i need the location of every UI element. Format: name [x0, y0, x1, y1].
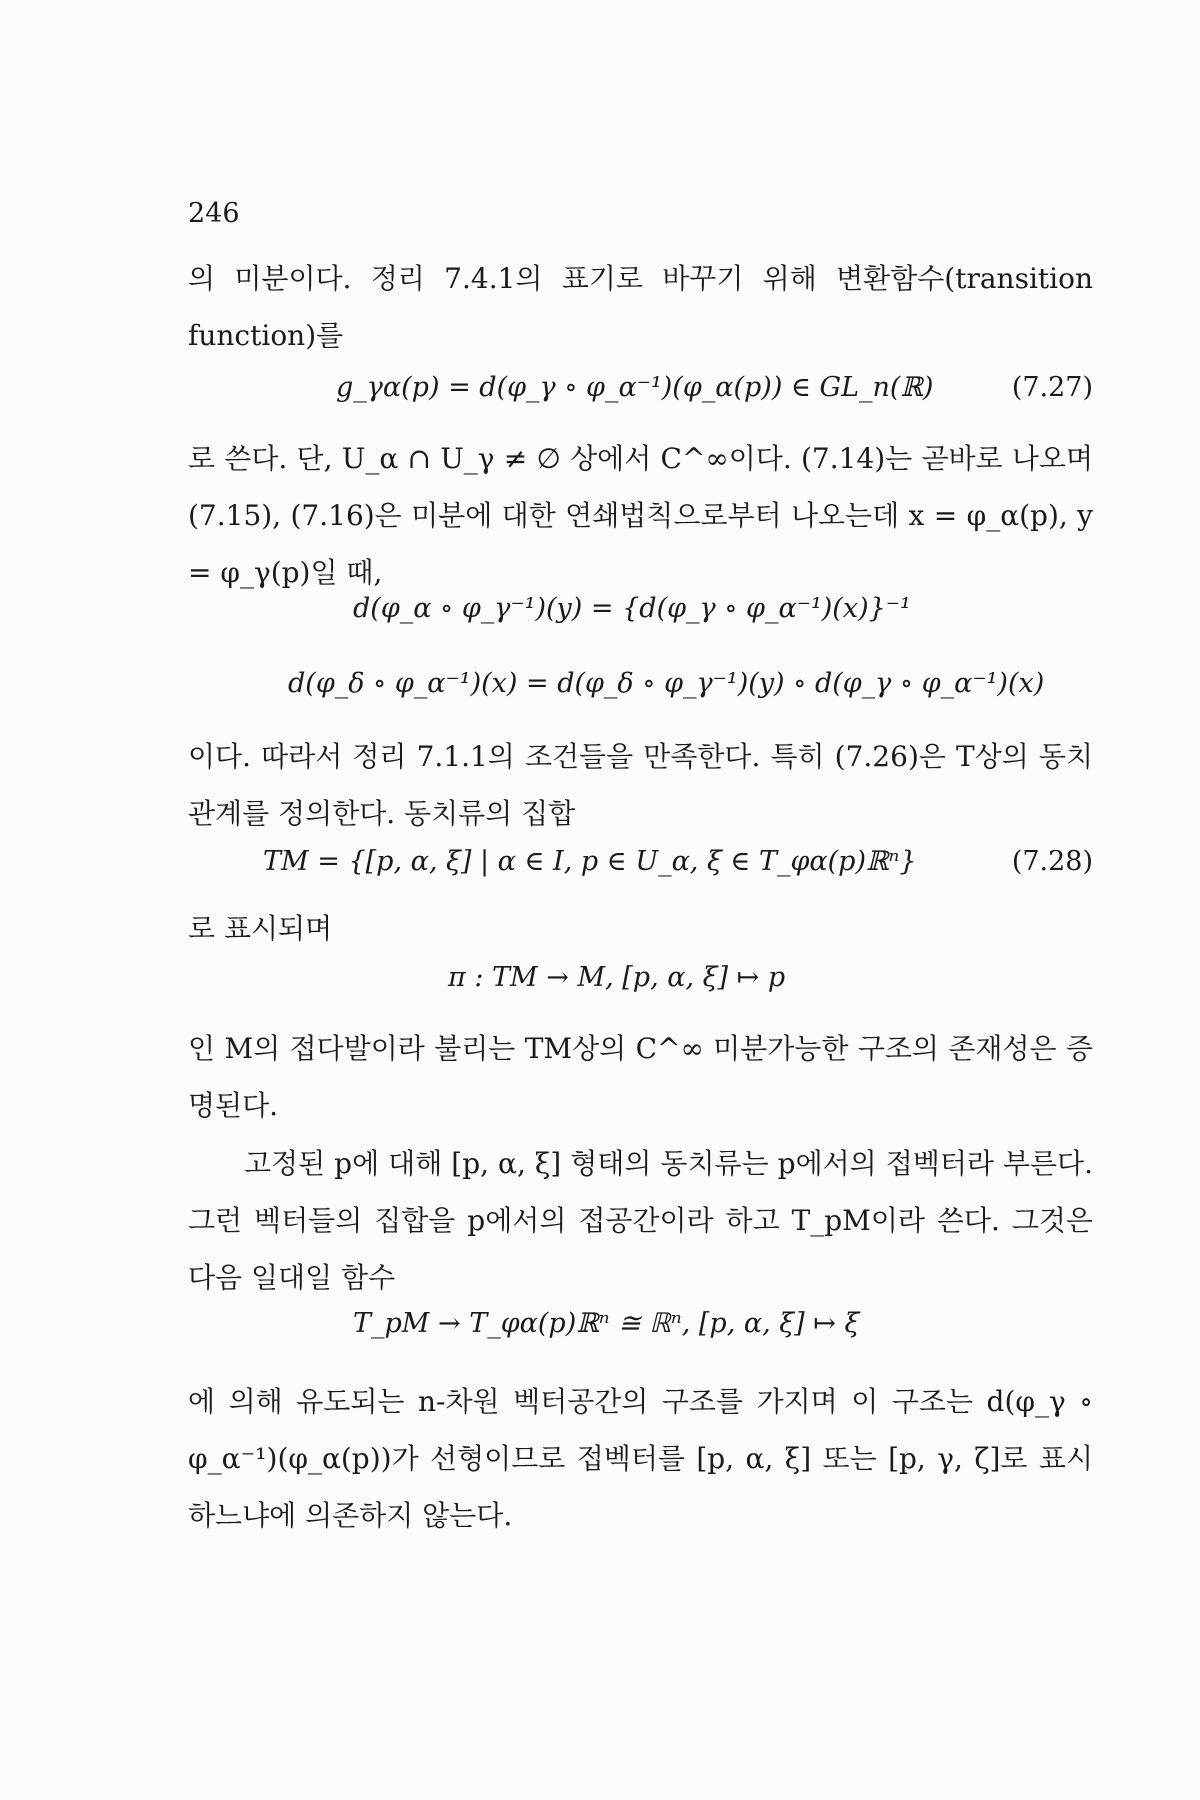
equation-tangent-iso-body: T_pM → T_φα(p)ℝⁿ ≅ ℝⁿ, [p, α, ξ] ↦ ξ — [353, 1308, 860, 1339]
paragraph-3: 이다. 따라서 정리 7.1.1의 조건들을 만족한다. 특히 (7.26)은 T상의 동치관계를 정의한다. 동치류의 집합 — [188, 740, 1093, 830]
paragraph-4: 로 표시되며 — [188, 912, 333, 945]
paragraph-7: 에 의해 유도되는 n-차원 벡터공간의 구조를 가지며 이 구조는 d(φ_γ ∘ φ_α⁻¹)(φ_α(p))가 선형이므로 접벡터를 [p, α, ξ] 또는 [p, γ, ζ]로 표시하느냐에 의존하지 않는다. — [188, 1385, 1093, 1532]
paragraph-6: 고정된 p에 대해 [p, α, ξ] 형태의 동치류는 p에서의 접벡터라 부른다. 그런 벡터들의 집합을 p에서의 접공간이라 하고 T_pM이라 쓴다. 그것은 다음 일대일 함수 — [188, 1147, 1093, 1294]
equation-chain-rule-1-body: d(φ_α ∘ φ_γ⁻¹)(y) = {d(φ_γ ∘ φ_α⁻¹)(x)}⁻¹ — [353, 593, 911, 624]
equation-7-27 — [188, 372, 1093, 418]
equation-tangent-iso — [188, 1308, 1093, 1354]
page-number: 246 — [188, 198, 240, 229]
equation-chain-rule-1 — [188, 593, 1093, 639]
equation-chain-rule-2-body: d(φ_δ ∘ φ_α⁻¹)(x) = d(φ_δ ∘ φ_γ⁻¹)(y) ∘ d(φ_γ ∘ φ_α⁻¹)(x) — [288, 668, 1045, 699]
page — [188, 0, 1093, 1800]
equation-7-28 — [188, 846, 1093, 892]
equation-7-27-body: g_γα(p) = d(φ_γ ∘ φ_α⁻¹)(φ_α(p)) ∈ GL_n(ℝ) — [336, 372, 934, 403]
equation-projection-body: π : TM → M, [p, α, ξ] ↦ p — [448, 962, 786, 993]
paragraph-2: 로 쓴다. 단, U_α ∩ U_γ ≠ ∅ 상에서 C^∞이다. (7.14)는 곧바로 나오며 (7.15), (7.16)은 미분에 대한 연쇄법칙으로부터 나오는데 x = φ_α(p), y = φ_γ(p)일 때, — [188, 442, 1093, 589]
equation-7-27-number: (7.27) — [1011, 372, 1093, 403]
equation-7-28-number: (7.28) — [1011, 846, 1093, 877]
equation-7-28-body: TM = {[p, α, ξ] | α ∈ I, p ∈ U_α, ξ ∈ T_φα(p)ℝⁿ} — [263, 846, 917, 877]
equation-chain-rule-2 — [188, 668, 1093, 714]
paragraph-5: 인 M의 접다발이라 불리는 TM상의 C^∞ 미분가능한 구조의 존재성은 증명된다. — [188, 1032, 1093, 1122]
paragraph-1: 의 미분이다. 정리 7.4.1의 표기로 바꾸기 위해 변환함수(transition function)를 — [188, 262, 1093, 352]
equation-projection — [188, 962, 1093, 1008]
